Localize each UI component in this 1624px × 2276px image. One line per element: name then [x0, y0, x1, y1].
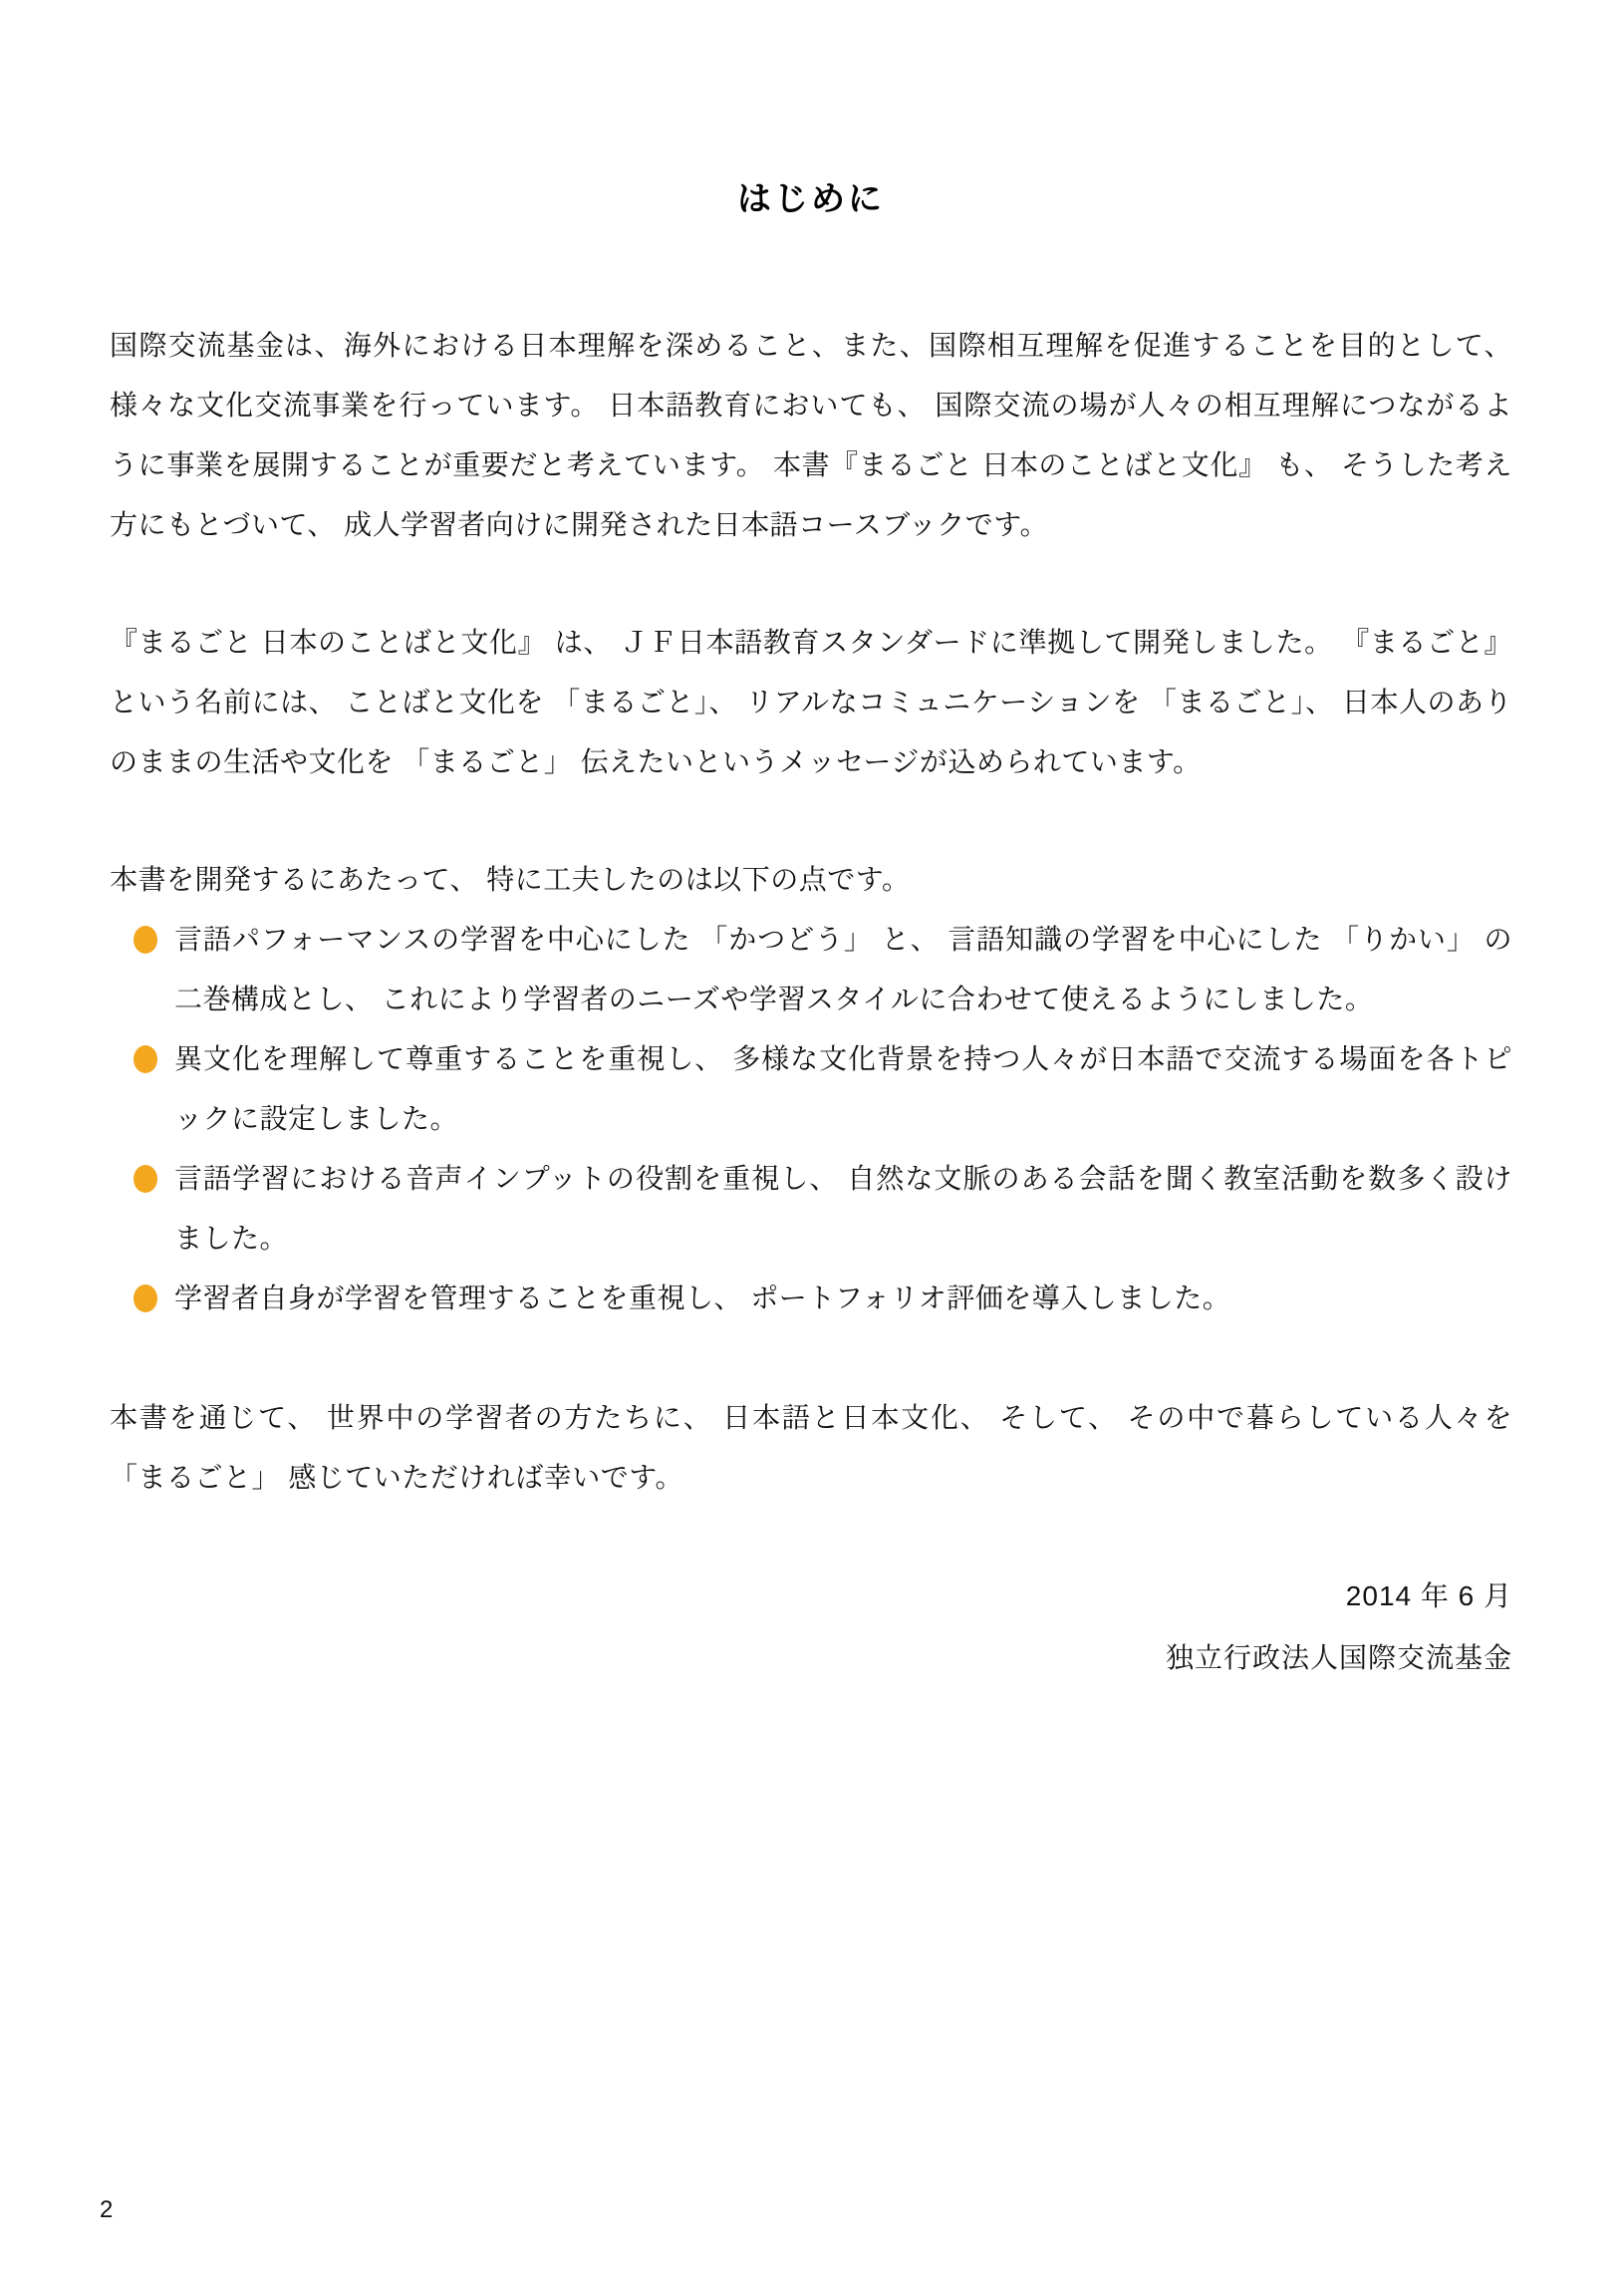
paragraph-foundation-intro: 国際交流基金は、海外における日本理解を深めること、また、国際相互理解を促進することを目的として、様々な文化交流事業を行っています。 日本語教育においても、 国際交流の場が人々の相互理解につながるように事業を展開することが重要だと考えています。 本書『まるごと 日本のことばと文化』 も、 そうした考え方にもとづいて、 成人学習者向けに開発された日本語コースブックです。: [110, 330, 1512, 540]
list-item: [134, 1029, 1512, 1149]
bullet-circle-icon: [134, 926, 157, 954]
bullet-circle-icon: [134, 1165, 157, 1193]
bullet-circle-icon: [134, 1284, 157, 1312]
page-title: はじめに: [737, 180, 885, 218]
list-item: [134, 1149, 1512, 1269]
closing-paragraph: 本書を通じて、 世界中の学習者の方たちに、 日本語と日本文化、 そして、 その中で暮らしている人々を 「まるごと」 感じていただければ幸いです。: [110, 1402, 1512, 1493]
bullet-text: 異文化を理解して尊重することを重視し、 多様な文化背景を持つ人々が日本語で交流する場面を各トピックに設定しました。: [174, 1043, 1512, 1134]
signoff-date: 2014 年 6 月: [1345, 1580, 1512, 1611]
bullet-text: 学習者自身が学習を管理することを重視し、 ポートフォリオ評価を導入しました。: [174, 1282, 1231, 1313]
feature-list: [110, 910, 1512, 1328]
signoff-block: [110, 1565, 1512, 1689]
list-item: [134, 910, 1512, 1029]
paragraph-bullets-intro: 本書を開発するにあたって、 特に工夫したのは以下の点です。: [110, 864, 911, 895]
bullet-text: 言語パフォーマンスの学習を中心にした 「かつどう」 と、 言語知識の学習を中心にした 「りかい」 の二巻構成とし、 これにより学習者のニーズや学習スタイルに合わせて使えるようにしました。: [174, 924, 1512, 1014]
page-number: 2: [100, 2196, 114, 2223]
paragraph-marugoto-name: 『まるごと 日本のことばと文化』 は、 ＪＦ日本語教育スタンダードに準拠して開発しました。 『まるごと』 という名前には、 ことばと文化を 「まるごと」、 リアルなコミュニケーションを 「まるごと」、 日本人のありのままの生活や文化を 「まるごと」 伝えたいというメッセージが込められています。: [110, 627, 1512, 777]
bullet-text: 言語学習における音声インプットの役割を重視し、 自然な文脈のある会話を聞く教室活動を数多く設けました。: [174, 1163, 1512, 1254]
list-item: [134, 1269, 1512, 1328]
bullet-circle-icon: [134, 1045, 157, 1073]
signoff-organization: 独立行政法人国際交流基金: [1165, 1642, 1512, 1673]
